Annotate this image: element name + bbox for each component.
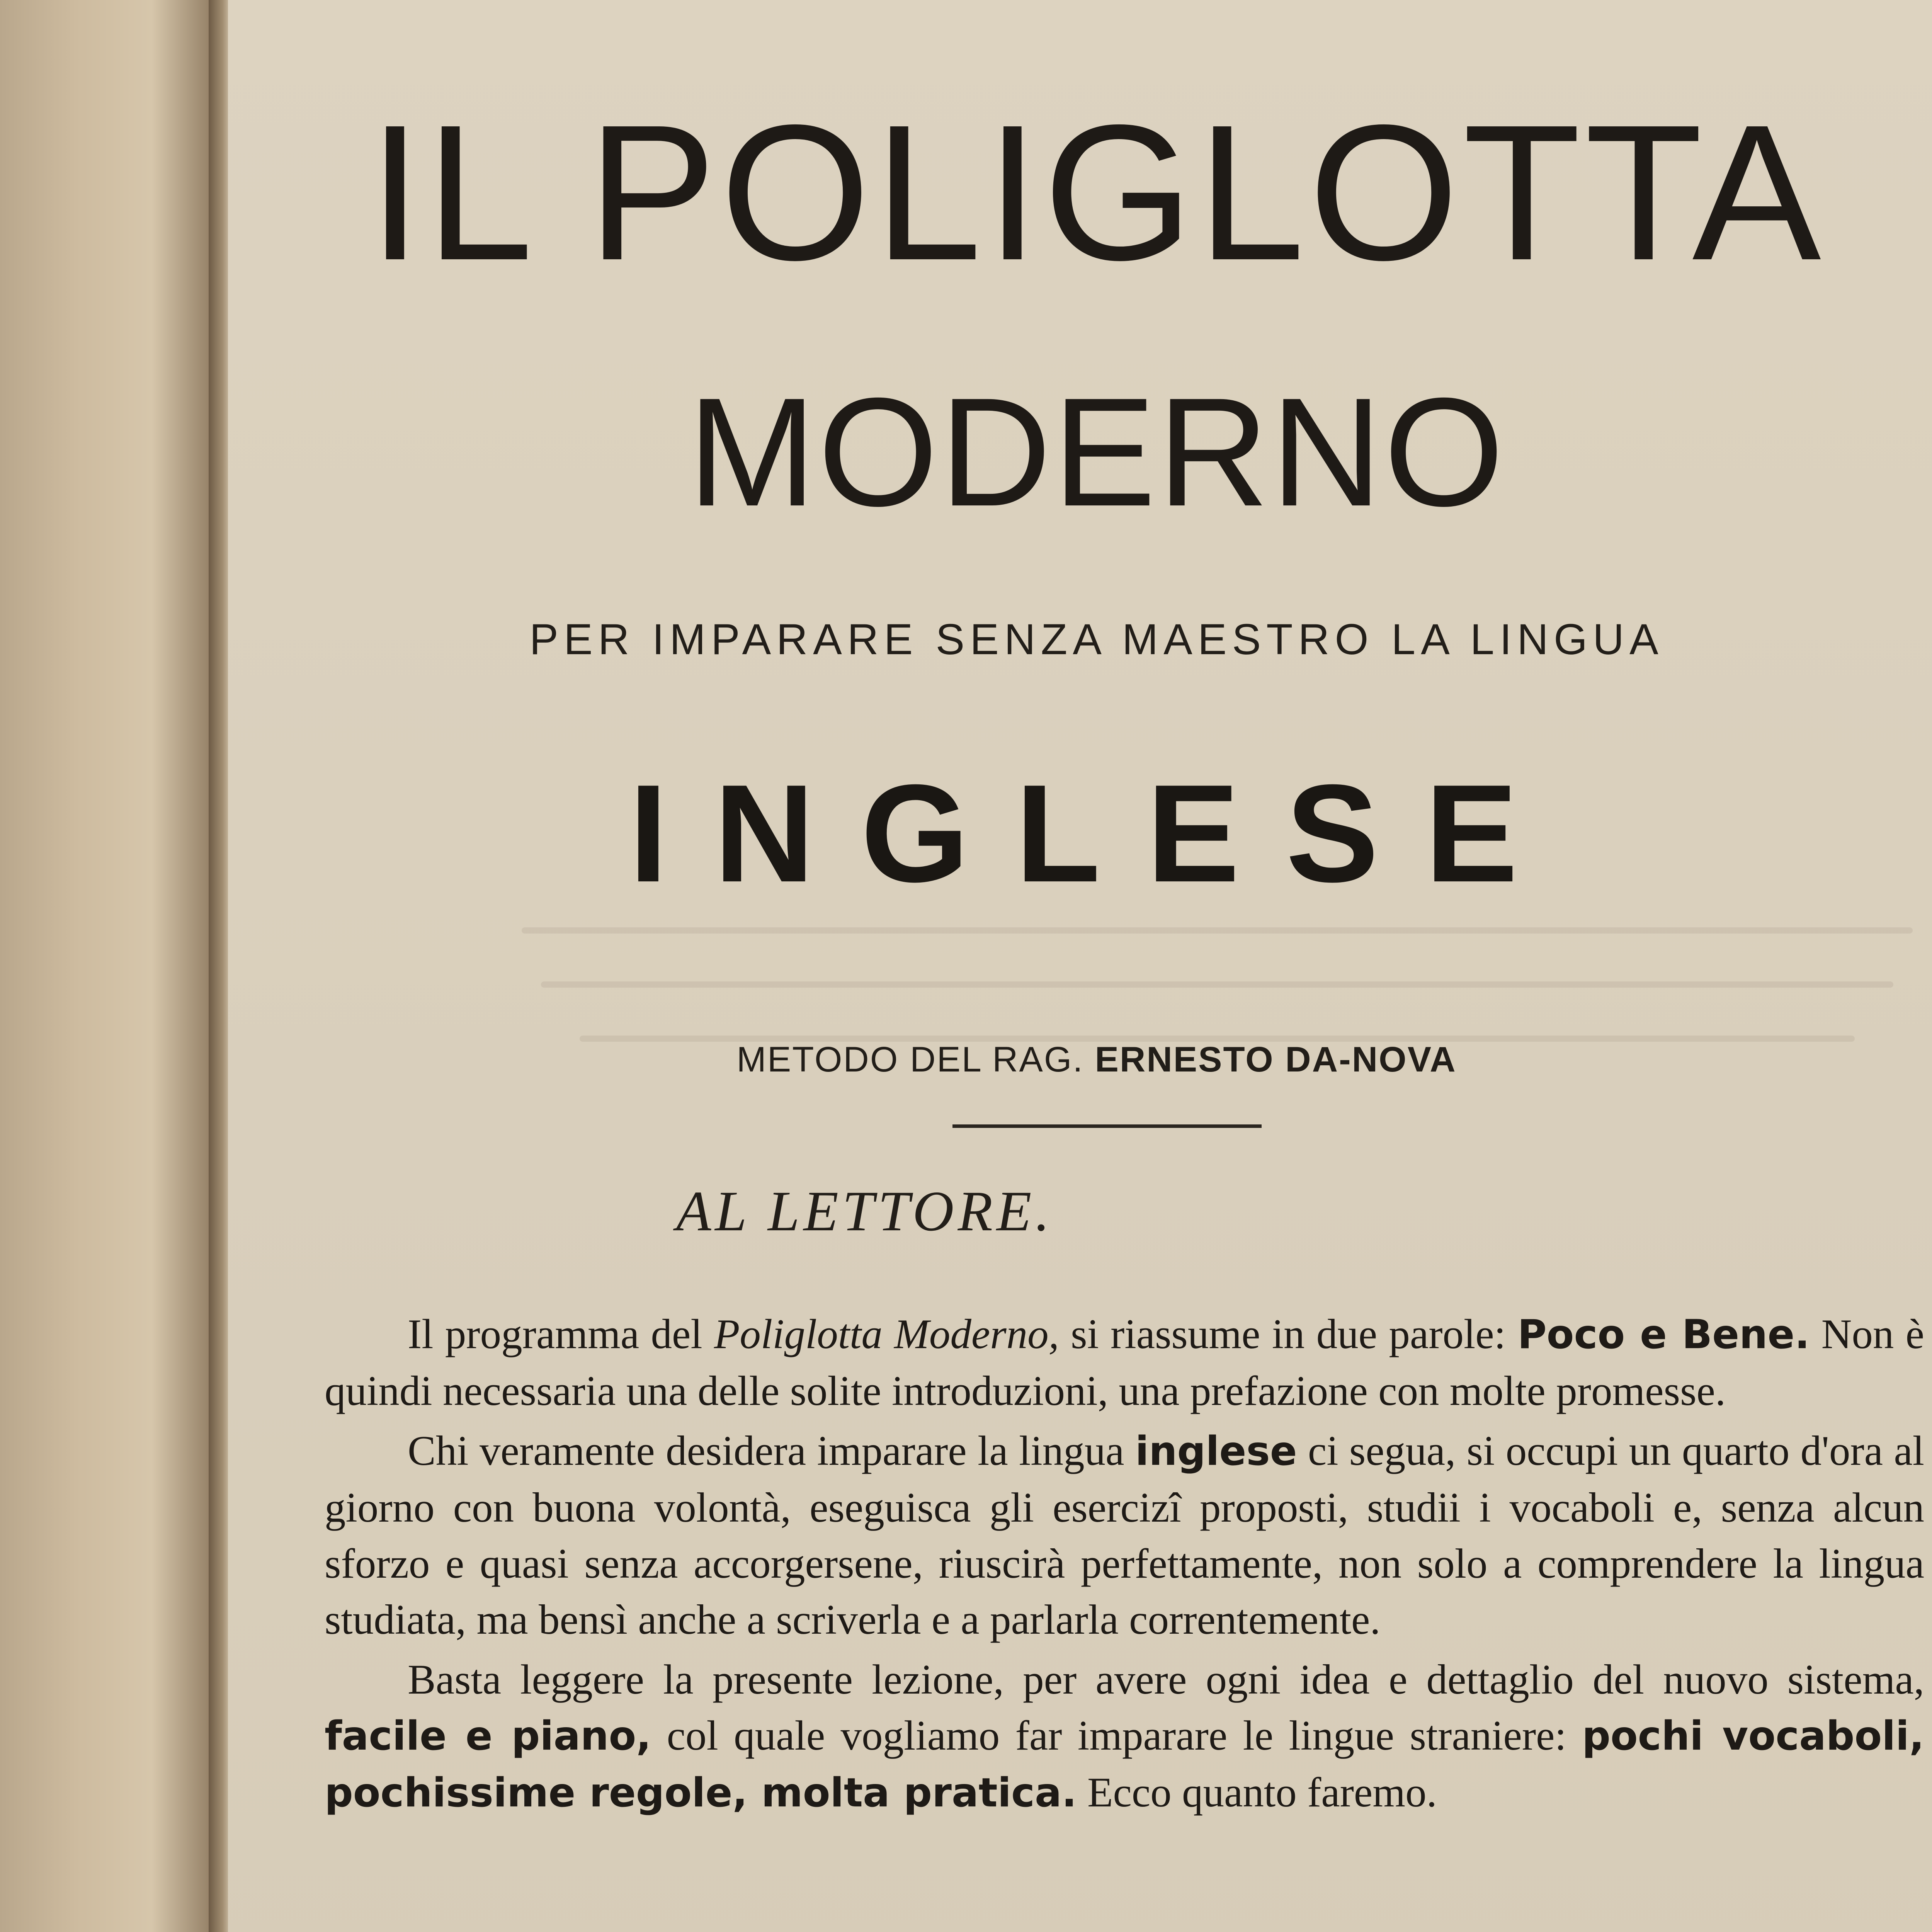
p1-text-5: Non è quindi necessaria una delle solite introduzioni, una prefazione con molte promesse. xyxy=(325,1311,1924,1414)
method-author: ERNESTO DA-NOVA xyxy=(1095,1040,1457,1079)
method-prefix: METODO DEL RAG. xyxy=(736,1040,1084,1079)
method-line xyxy=(58,1039,1932,1080)
paragraph-3 xyxy=(325,1651,1924,1821)
language-heading: INGLESE xyxy=(629,756,1565,911)
bleed-through xyxy=(522,927,1913,934)
subtitle: PER IMPARARE SENZA MAESTRO LA LINGUA xyxy=(529,615,1664,663)
p3-text-4: pochi vocaboli, pochissime regole, molta pratica. xyxy=(325,1713,1925,1816)
paragraph-2 xyxy=(325,1423,1924,1648)
bleed-through xyxy=(541,981,1893,988)
p3-text-5: Ecco quanto faremo. xyxy=(1077,1769,1437,1816)
section-heading: AL LETTORE. xyxy=(676,1180,1054,1243)
p2-text-2: inglese xyxy=(1135,1428,1297,1475)
p1-text-2: Poliglotta Moderno, xyxy=(714,1311,1059,1357)
paragraph-1 xyxy=(325,1306,1924,1419)
p2-text-3: ci segua, si occupi un quarto d'ora al giorno con buona volontà, eseguisca gli esercizî proposti, studii i vocaboli e, senza alcun sforzo e quasi senza accorgersene, riuscirà perfettamente, non solo a comprendere la lingua studiata, ma bensì anche a scriverla e a parlarla correntemente. xyxy=(325,1427,1924,1643)
p1-text-4: Poco e Bene. xyxy=(1517,1311,1810,1358)
p3-text-3: col quale vogliamo far imparare le lingue straniere: xyxy=(651,1712,1582,1759)
body-text xyxy=(325,1306,1924,1825)
p3-text-2: facile e piano, xyxy=(325,1713,651,1759)
title-line-2: MODERNO xyxy=(687,366,1506,538)
p3-text-1: Basta leggere la presente lezione, per avere ogni idea e dettaglio del nuovo sistema, xyxy=(408,1656,1924,1703)
p1-text-3: si riassume in due parole: xyxy=(1059,1311,1518,1357)
p2-text-1: Chi veramente desidera imparare la lingua xyxy=(408,1427,1135,1474)
p1-text-1: Il programma del xyxy=(408,1311,714,1357)
title-line-1: IL POLIGLOTTA xyxy=(368,84,1825,300)
title-rule xyxy=(952,1124,1262,1128)
